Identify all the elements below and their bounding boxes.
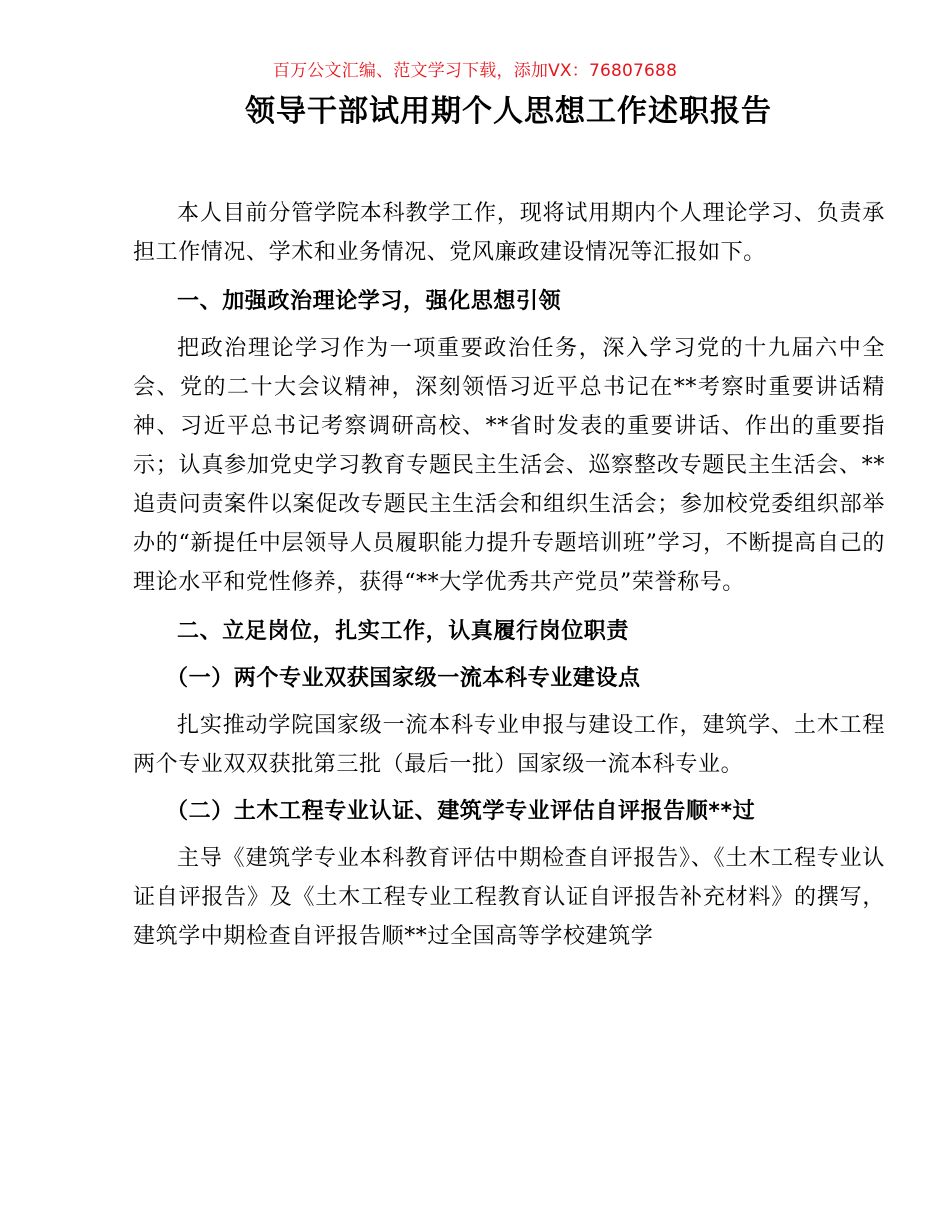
subsection-2-heading: （二）土木工程专业认证、建筑学专业评估自评报告顺**过	[166, 799, 756, 824]
subsection-1-heading: （一）两个专业双获国家级一流本科专业建设点	[166, 666, 641, 691]
watermark-banner: 百万公文汇编、范文学习下载，添加VX：76807688	[272, 61, 678, 81]
subsection-2-paragraph: 主导《建筑学专业本科教育评估中期检查自评报告》、《土木工程专业认证自评报告》及《土木工程专业工程教育认证自评报告补充材料》的撰写，建筑学中期检查自评报告顺**过全国高等学校建筑学	[133, 846, 885, 949]
section-1-paragraph: 把政治理论学习作为一项重要政治任务，深入学习党的十九届六中全会、党的二十大会议精神，深刻领悟习近平总书记在**考察时重要讲话精神、习近平总书记考察调研高校、**省时发表的重要讲话、作出的重要指示；认真参加党史学习教育专题民主生活会、巡察整改专题民主生活会、**追责问责案件以案促改专题民主生活会和组织生活会；参加校党委组织部举办的“新提任中层领导人员履职能力提升专题培训班”学习，不断提高自己的理论水平和党性修养，获得“**大学优秀共产党员”荣誉称号。	[133, 336, 885, 595]
document-body	[133, 194, 885, 956]
document-title: 领导干部试用期个人思想工作述职报告	[245, 94, 772, 129]
section-1-heading: 一、加强政治理论学习，强化思想引领	[177, 289, 562, 314]
section-2-heading: 二、立足岗位，扎实工作，认真履行岗位职责	[177, 619, 630, 644]
subsection-1-paragraph: 扎实推动学院国家级一流本科专业申报与建设工作，建筑学、土木工程两个专业双双获批第三批（最后一批）国家级一流本科专业。	[133, 713, 885, 777]
intro-paragraph: 本人目前分管学院本科教学工作，现将试用期内个人理论学习、负责承担工作情况、学术和业务情况、党风廉政建设情况等汇报如下。	[133, 201, 885, 265]
